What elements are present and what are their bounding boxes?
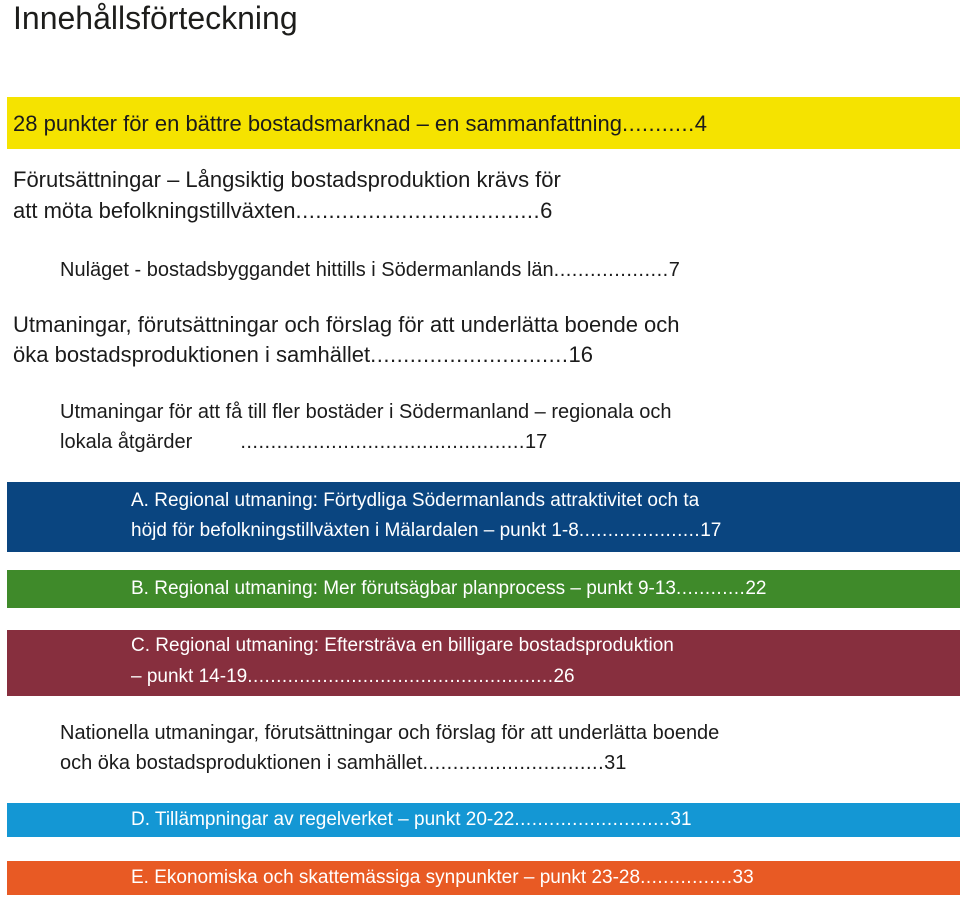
page-number: 6 xyxy=(540,198,553,223)
entry-text: A. Regional utmaning: Förtydliga Södermanlands attraktivitet och ta xyxy=(131,490,700,511)
entry-text: Nuläget - bostadsbyggandet hittills i Södermanlands län xyxy=(60,259,554,281)
entry-text: D. Tillämpningar av regelverket – punkt 20-22 xyxy=(131,809,515,830)
entry-text: Nationella utmaningar, förutsättningar och förslag för att underlätta boende xyxy=(60,722,720,744)
page-number: 17 xyxy=(524,431,548,453)
dot-leader: ........... xyxy=(622,111,695,136)
dot-leader: .............................. xyxy=(422,752,605,774)
page-number: 31 xyxy=(670,809,692,830)
entry-text: höjd för befolkningstillväxten i Mälardalen – punkt 1-8 xyxy=(131,520,579,541)
dot-leader: ................ xyxy=(640,867,733,888)
dot-leader: .............................. xyxy=(370,342,569,367)
entry-text: B. Regional utmaning: Mer förutsägbar planprocess – punkt 9-13 xyxy=(131,578,676,599)
page-number: 26 xyxy=(553,666,575,687)
page-number: 4 xyxy=(694,111,708,136)
page-number: 16 xyxy=(568,342,593,367)
dot-leader: ........................... xyxy=(514,809,671,830)
entry-text: öka bostadsproduktionen i samhället xyxy=(13,342,371,367)
dot-leader: ..................... xyxy=(578,520,701,541)
page-number: 17 xyxy=(700,520,722,541)
dot-leader: ................... xyxy=(553,259,669,281)
page-title: Innehållsförteckning xyxy=(13,0,298,36)
page-number: 31 xyxy=(604,752,627,774)
entry-text: Utmaningar för att få till fler bostäder i Södermanland – regionala och xyxy=(60,401,672,423)
entry-text: och öka bostadsproduktionen i samhället xyxy=(60,752,423,774)
dot-leader: ..................................................... xyxy=(247,666,554,687)
entry-text: C. Regional utmaning: Eftersträva en billigare bostadsproduktion xyxy=(131,635,674,656)
dot-leader: ............................................... xyxy=(240,431,525,453)
entry-text: att möta befolkningstillväxten xyxy=(13,198,296,223)
entry-text: Förutsättningar – Långsiktig bostadsproduktion krävs för xyxy=(13,167,561,192)
page-number: 33 xyxy=(732,867,754,888)
entry-text: E. Ekonomiska och skattemässiga synpunkter – punkt 23-28 xyxy=(131,867,641,888)
entry-text: Utmaningar, förutsättningar och förslag för att underlätta boende och xyxy=(13,312,680,337)
page-number: 22 xyxy=(745,578,767,599)
dot-leader: ..................................... xyxy=(295,198,541,223)
entry-text: 28 punkter för en bättre bostadsmarknad – en sammanfattning xyxy=(13,111,623,136)
dot-leader: ............ xyxy=(675,578,746,599)
page-number: 7 xyxy=(668,259,680,281)
entry-text: – punkt 14-19 xyxy=(131,666,248,687)
entry-text: lokala åtgärder xyxy=(60,431,193,453)
